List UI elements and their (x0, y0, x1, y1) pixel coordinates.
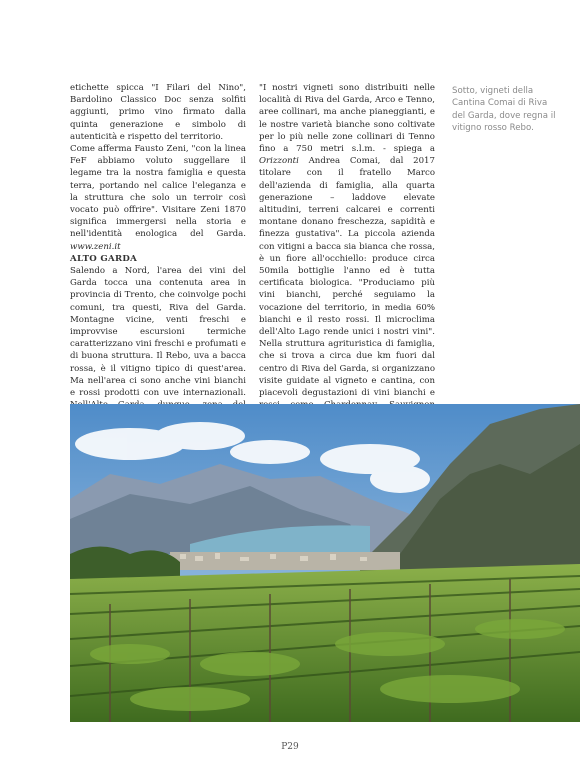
paragraph: etichette spicca "I Filari del Nino", Bardolino Classico Doc senza solfiti aggiunti, primo vino firmato dalla quinta generazione e simbolo di autenticità e rispetto del territorio. (70, 83, 246, 142)
paragraph-text: "I nostri vigneti sono distribuiti nelle località di Riva del Garda, Arco e Tenno, aree collinari, ma anche pianeggianti, e le nostre varietà bianche sono coltivate per lo più nelle zone collinari di Tenno fino a 750 metri s.l.m. - spiega a (259, 83, 435, 155)
paragraph: Salendo a Nord, l'area dei vini del Garda tocca una contenuta area in provincia di Trento, che coinvolge pochi comuni, tra questi, Riva del Garda. Montagne vicine, venti freschi e improvvise escursioni termiche caratterizzano vini freschi e profumati e di buona struttura. Il Rebo, uva a bacca rossa, è il vitigno tipico di quest'area. Ma nell'area ci sono anche vini bianchi e rossi prodotti con uve internazionali. (70, 266, 246, 399)
magazine-name: Orizzonti (259, 156, 299, 167)
paragraph (70, 143, 246, 253)
vineyard-photo (70, 404, 580, 722)
page-number: P29 (281, 742, 299, 752)
section-heading: ALTO GARDA (70, 253, 138, 264)
paragraph-text: Come afferma Fausto Zeni, "con la linea FeF abbiamo voluto suggellare il legame tra la nostra famiglia e questa terra, portando nel calice l'eleganza e la struttura che solo un terroir così vocato può offrire". Visitare Zeni 1870 significa immergersi nella storia e nell'identità enologica del Garda. (70, 144, 246, 240)
website-link[interactable]: www.zeni.it (70, 241, 121, 252)
landscape-illustration (70, 404, 580, 722)
paragraph-text: Andrea Comai, dal 2017 titolare con il fratello Marco dell'azienda di famiglia, alla quarta generazione – laddove elevate altitudini, terreni calcarei e correnti montane donano freschezza, sapidità e finezza gustativa". La piccola azienda con vitigni a bacca sia bianca che rossa, è un fiore all'occhiello: produce circa 50mila bottiglie l'anno ed è tutta certificata biologica. "Produciamo più vini bianchi, perché seguiamo la vocazione del territorio, in media 60% bianchi e il resto rossi. Il microclima dell'Alto Lago rende unici i nostri vini". Nella struttura agrituristica di famiglia, che si trova a circa due km fuori dal centro di Riva del Garda, si organizzano visite guidate al vigneto e cantina, con piacevoli degustazioni di vini bianchi e (259, 156, 435, 399)
photo-caption: Sotto, vigneti della Cantina Comai di Riva del Garda, dove regna il vitigno rosso Rebo. (452, 86, 556, 134)
